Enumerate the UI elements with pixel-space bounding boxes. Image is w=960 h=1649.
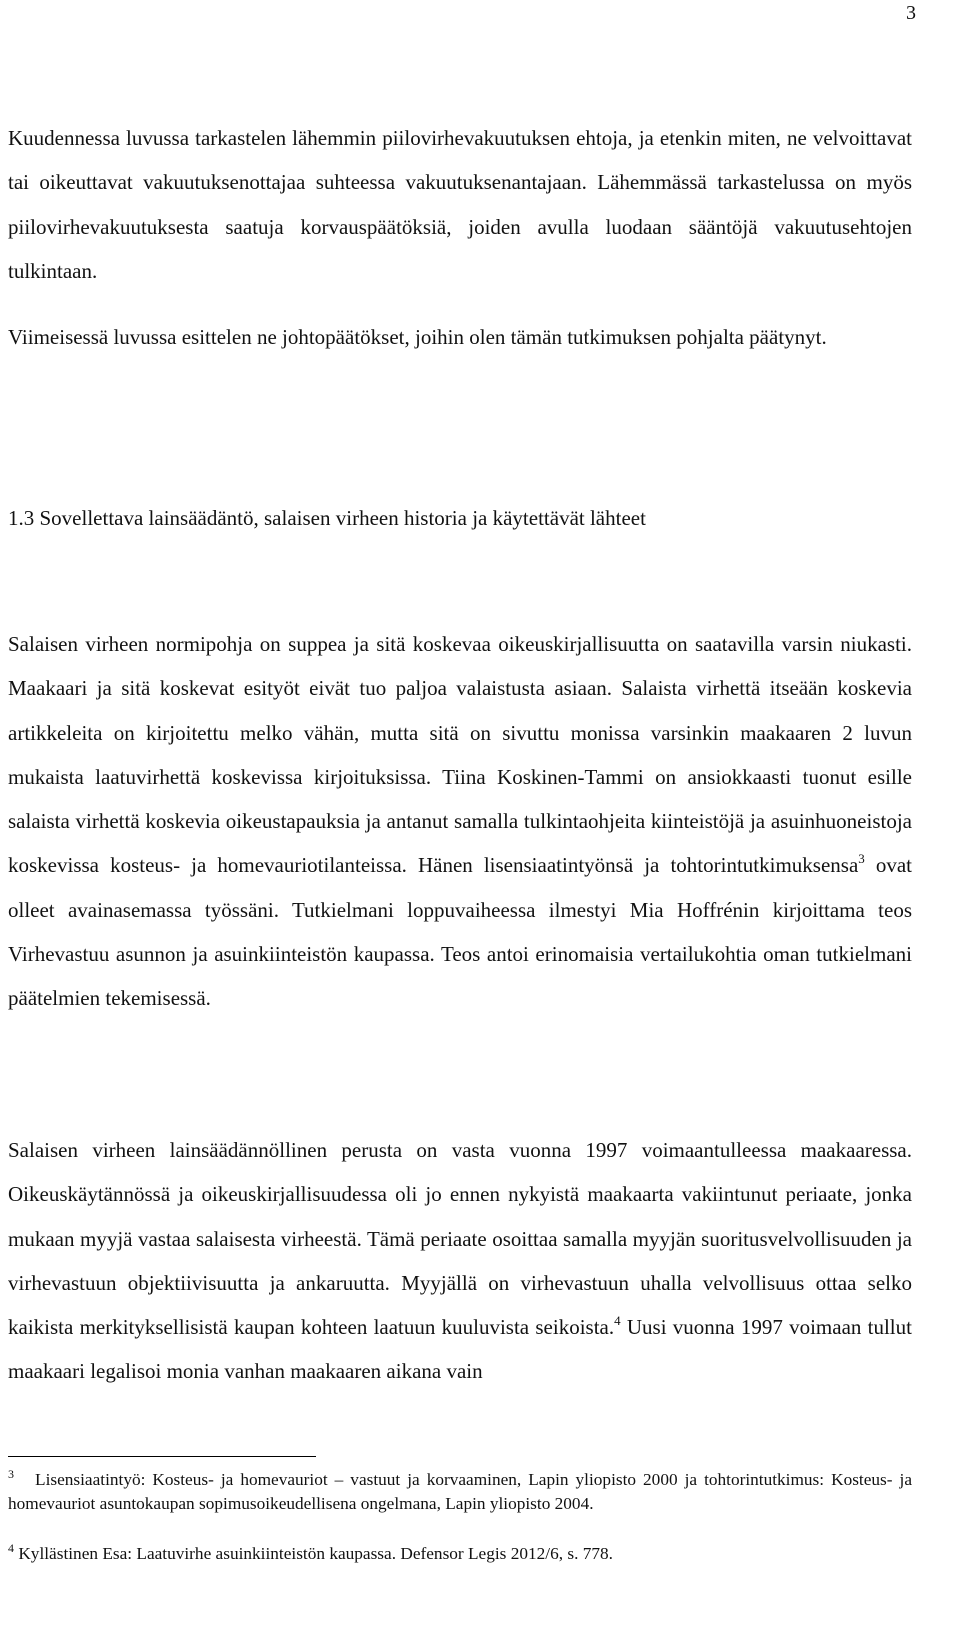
footnote-ref-3[interactable]: 3 (858, 851, 865, 867)
paragraph-text: Salaisen virheen lainsäädännöllinen perusta on vasta vuonna 1997 voimaantulleessa maakaaressa. Oikeuskäytännössä ja oikeuskirjallisuudessa oli jo ennen nykyistä maakaarta vakiintunut periaate, jonka mukaan myyjä vastaa salaisesta virheestä. Tämä periaate osoittaa samalla myyjän suoritusvelvollisuuden ja virhevastuun objektiivisuutta ja ankaruutta. Myyjällä on virhevastuun uhalla velvollisuus ottaa selko kaikista merkityksellisistä kaupan kohteen laatuun kuuluvista seikoista. (8, 1138, 912, 1340)
footnote-text: Lisensiaatintyö: Kosteus- ja homevauriot – vastuut ja korvaaminen, Lapin yliopisto 2000 ja tohtorintutkimus: Kosteus- ja homevauriot asuntokaupan sopimusoikeudellisena ongelmana, Lapin yliopisto 2004. (8, 1470, 912, 1513)
paragraph-text: Salaisen virheen normipohja on suppea ja sitä koskevaa oikeuskirjallisuutta on saatavilla varsin niukasti. Maakaari ja sitä koskevat esityöt eivät tuo paljoa valaistusta asiaan. Salaista virhettä itseään koskevia artikkeleita on kirjoitettu melko vähän, mutta sitä on sivuttu monissa varsinkin maakaaren 2 luvun mukaista laatuvirhettä koskevissa kirjoituksissa. Tiina Koskinen-Tammi on ansiokkaasti tuonut esille salaista virhettä koskevia oikeustapauksia ja antanut samalla tulkintaohjeita kiinteistöjä ja asuinhuoneistoja koskevissa kosteus- ja homevauriotilanteissa. Hänen lisensiaatintyönsä ja tohtorintutkimuksensa (8, 632, 912, 878)
paragraph-normative-basis (8, 622, 912, 1021)
paragraph-chapter-six: Kuudennessa luvussa tarkastelen lähemmin piilovirhevakuutuksen ehtoja, ja etenkin miten, ne velvoittavat tai oikeuttavat vakuutuksenottajaa suhteessa vakuutuksenantajaan. Lähemmässä tarkastelussa on myös piilovirhevakuutuksesta saatuja korvauspäätöksiä, joiden avulla luodaan sääntöjä vakuutusehtojen tulkintaan. (8, 126, 912, 283)
footnote-3 (8, 1468, 912, 1516)
footnote-mark: 4 (8, 1541, 14, 1555)
page-number: 3 (906, 2, 916, 24)
footnote-ref-4[interactable]: 4 (614, 1313, 621, 1329)
footnote-divider (8, 1456, 316, 1457)
section-heading: 1.3 Sovellettava lainsäädäntö, salaisen virheen historia ja käytettävät lähteet (8, 506, 646, 530)
footnote-mark: 3 (8, 1467, 14, 1481)
paragraph-text: ovat olleet avainasemassa työssäni. Tutkielmani loppuvaiheessa ilmestyi Mia Hoffrénin kirjoittama teos Virhevastuu asunnon ja asuinkiinteistön kaupassa. Teos antoi erinomaisia vertailukohtia oman tutkielmani päätelmien tekemisessä. (8, 853, 913, 1011)
footnote-text: Kyllästinen Esa: Laatuvirhe asuinkiinteistön kaupassa. Defensor Legis 2012/6, s. 778. (18, 1544, 613, 1563)
paragraph-last-chapter: Viimeisessä luvussa esittelen ne johtopäätökset, joihin olen tämän tutkimuksen pohjalta päätynyt. (8, 325, 827, 349)
footnote-4 (8, 1542, 912, 1566)
paragraph-legislative-basis (8, 1128, 912, 1394)
paragraph-text: Uusi vuonna 1997 voimaan tullut maakaari legalisoi monia vanhan maakaaren aikana vain (8, 1315, 912, 1384)
